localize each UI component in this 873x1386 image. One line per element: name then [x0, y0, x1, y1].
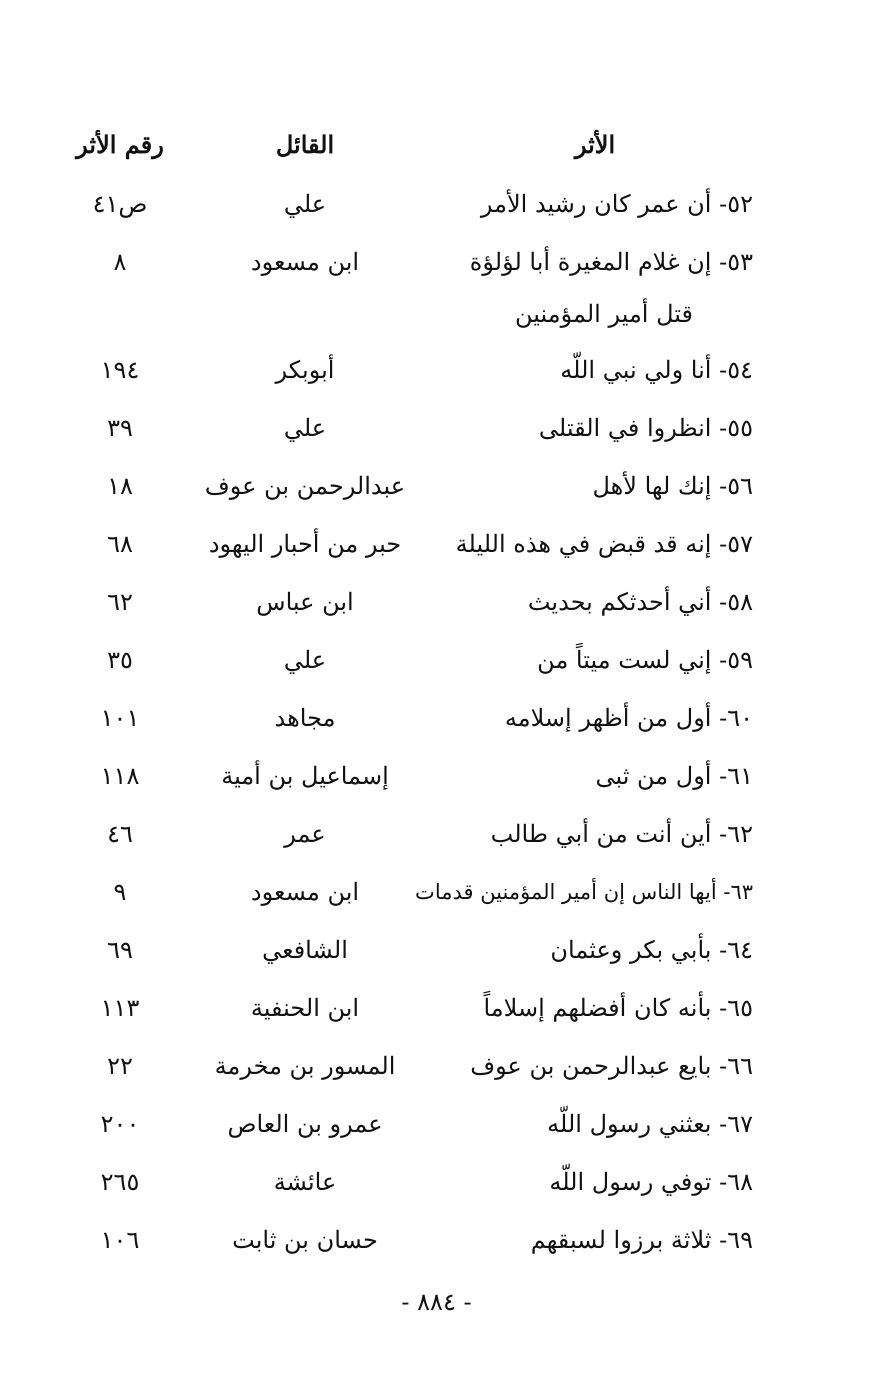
table-row: [0, 178, 873, 236]
athar-ref: ١٩٤: [100, 356, 140, 384]
athar-text: ٥٨- أني أحدثكم بحديث: [527, 588, 753, 616]
header-raqm: رقم الأثر: [76, 130, 164, 159]
table-row: [0, 576, 873, 634]
athar-text: ٥٩- إني لست ميتاً من: [537, 646, 753, 674]
athar-speaker: عمرو بن العاص: [227, 1110, 383, 1138]
athar-speaker: عائشة: [273, 1168, 337, 1196]
table-row: [0, 750, 873, 808]
athar-text: ٦٩- ثلاثة برزوا لسبقهم: [530, 1226, 753, 1254]
table-row: [0, 982, 873, 1040]
athar-speaker: الشافعي: [262, 936, 348, 964]
table-row: [0, 924, 873, 982]
athar-speaker: ابن الحنفية: [250, 994, 360, 1022]
athar-text: ٥٣- إن غلام المغيرة أبا لؤلؤة: [469, 248, 753, 276]
athar-ref: ١٠٦: [100, 1226, 140, 1254]
athar-text: ٦٥- بأنه كان أفضلهم إسلاماً: [483, 994, 753, 1022]
table-row: [0, 866, 873, 924]
athar-text: ٥٤- أنا ولي نبي اللّه: [560, 356, 753, 384]
athar-ref: ٢٠٠: [100, 1110, 140, 1138]
athar-table: [0, 178, 873, 1272]
table-row: [0, 402, 873, 460]
athar-speaker: حسان بن ثابت: [232, 1226, 378, 1254]
athar-speaker: عبدالرحمن بن عوف: [204, 472, 406, 500]
athar-text-continuation: قتل أمير المؤمنين: [514, 300, 693, 328]
athar-ref: ٢٦٥: [100, 1168, 140, 1196]
athar-text: ٥٥- انظروا في القتلى: [538, 414, 753, 442]
athar-text: ٦٣- أيها الناس إن أمير المؤمنين قدمات: [415, 880, 753, 904]
table-row: [0, 236, 873, 344]
athar-speaker: أبوبكر: [275, 356, 335, 384]
page-number: - ٨٨٤ -: [401, 1288, 472, 1316]
athar-text: ٦١- أول من ثبى: [595, 762, 753, 790]
athar-speaker: علي: [283, 414, 327, 442]
athar-text-block: [423, 236, 753, 340]
athar-speaker: المسور بن مخرمة: [214, 1052, 396, 1080]
athar-text: ٥٧- إنه قد قبض في هذه الليلة: [455, 530, 753, 558]
table-row: [0, 1040, 873, 1098]
athar-speaker: حبر من أحبار اليهود: [208, 530, 402, 558]
athar-speaker: ابن مسعود: [250, 248, 360, 276]
table-row: [0, 344, 873, 402]
athar-speaker: مجاهد: [274, 704, 336, 732]
athar-text: ٦٠- أول من أظهر إسلامه: [504, 704, 753, 732]
athar-ref: ٢٢: [107, 1052, 133, 1080]
athar-speaker: ابن عباس: [256, 588, 354, 616]
athar-text: ٥٢- أن عمر كان رشيد الأمر: [480, 190, 753, 218]
athar-text: ٦٢- أين أنت من أبي طالب: [490, 820, 753, 848]
athar-text: ٦٧- بعثني رسول اللّه: [547, 1110, 753, 1138]
athar-speaker: علي: [283, 190, 327, 218]
table-row: [0, 634, 873, 692]
athar-ref: ٣٩: [107, 414, 133, 442]
athar-ref: ١١٣: [100, 994, 140, 1022]
header-qail: القائل: [275, 130, 335, 159]
athar-text: ٦٨- توفي رسول اللّه: [549, 1168, 753, 1196]
athar-speaker: ابن مسعود: [250, 878, 360, 906]
table-row: [0, 1098, 873, 1156]
table-row: [0, 808, 873, 866]
athar-ref: ١١٨: [100, 762, 140, 790]
table-row: [0, 692, 873, 750]
athar-ref: ٣٥: [107, 646, 133, 674]
table-row: [0, 460, 873, 518]
athar-ref: ٦٩: [107, 936, 133, 964]
athar-text: ٥٦- إنك لها لأهل: [592, 472, 753, 500]
athar-ref: ٩: [113, 878, 127, 906]
table-row: [0, 1214, 873, 1272]
table-row: [0, 1156, 873, 1214]
table-row: [0, 518, 873, 576]
athar-speaker: عمر: [284, 820, 326, 848]
athar-speaker: إسماعيل بن أمية: [221, 762, 389, 790]
athar-text: ٦٤- بأبي بكر وعثمان: [550, 936, 753, 964]
athar-text: ٦٦- بايع عبدالرحمن بن عوف: [470, 1052, 753, 1080]
athar-ref: ٦٢: [107, 588, 133, 616]
table-header: [0, 120, 873, 170]
athar-ref: ٤٦: [107, 820, 133, 848]
athar-ref: ٨: [113, 248, 127, 276]
athar-ref: ٦٨: [107, 530, 133, 558]
athar-speaker: علي: [283, 646, 327, 674]
athar-ref: ص٤١: [92, 190, 148, 218]
athar-ref: ١٠١: [100, 704, 140, 732]
header-athar: الأثر: [574, 130, 616, 159]
athar-ref: ١٨: [107, 472, 133, 500]
